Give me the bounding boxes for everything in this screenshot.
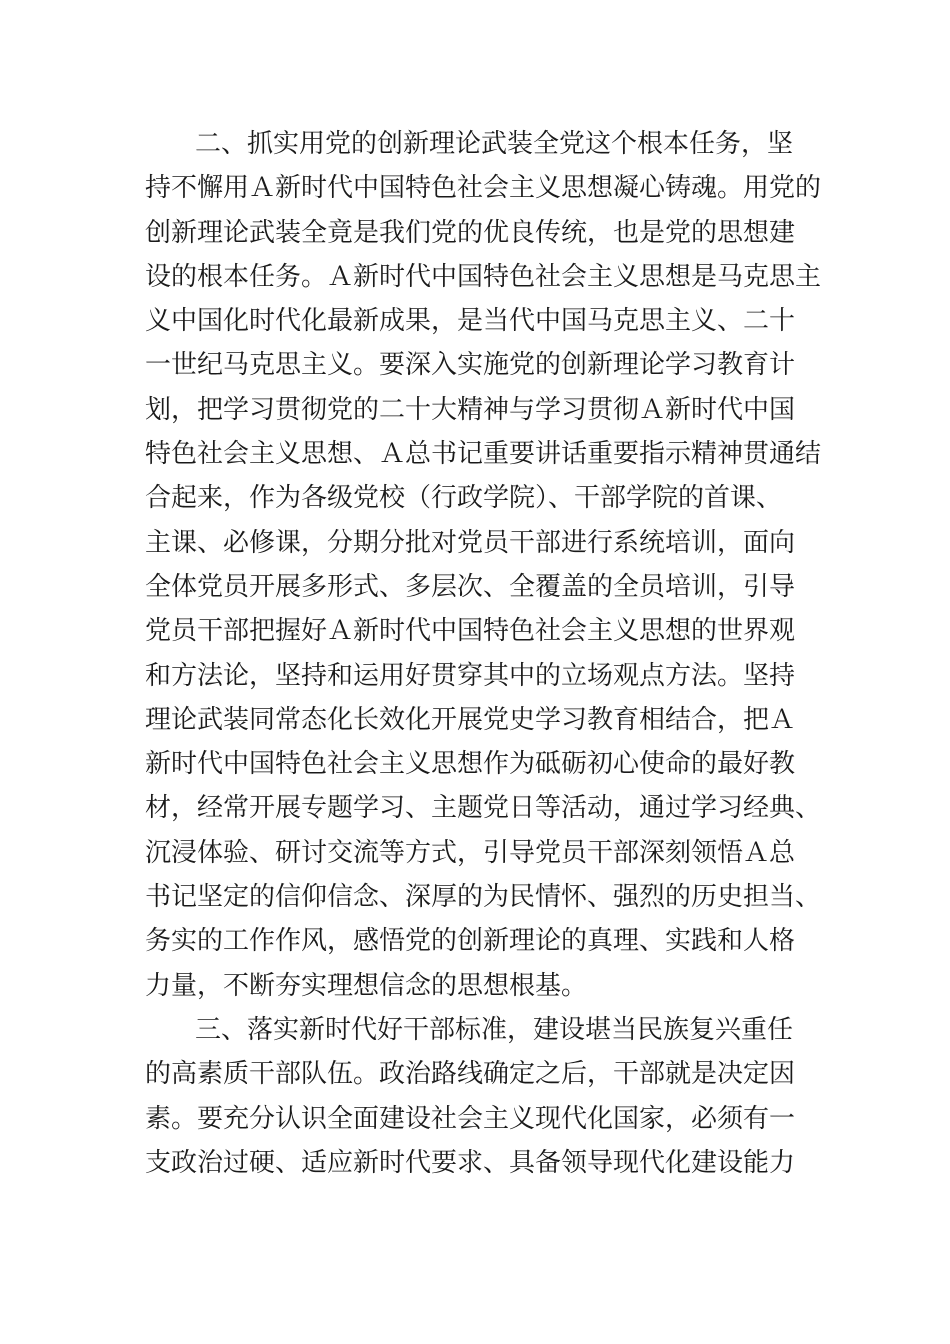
paragraph-two-line: 合起来，作为各级党校（行政学院）、干部学院的首课、	[145, 483, 783, 514]
paragraph-two-line: 一世纪马克思主义。要深入实施党的创新理论学习教育计	[145, 350, 796, 381]
paragraph-three-line: 三、落实新时代好干部标准，建设堪当民族复兴重任	[195, 1014, 794, 1045]
paragraph-two-line: 全体党员开展多形式、多层次、全覆盖的全员培训，引导	[145, 571, 796, 602]
paragraph-two-line: 新时代中国特色社会主义思想作为砥砺初心使命的最好教	[145, 749, 796, 780]
paragraph-two-line: 创新理论武装全竟是我们党的优良传统，也是党的思想建	[145, 217, 796, 248]
paragraph-two-line: 理论武装同常态化长效化开展党史学习教育相结合，把Ａ	[145, 704, 796, 735]
paragraph-two-line: 义中国化时代化最新成果，是当代中国马克思主义、二十	[145, 306, 796, 337]
paragraph-three-line: 素。要充分认识全面建设社会主义现代化国家，必须有一	[145, 1103, 796, 1134]
body-text	[145, 122, 822, 1185]
paragraph-two-line: 沉浸体验、研讨交流等方式，引导党员干部深刻领悟Ａ总	[145, 837, 796, 868]
paragraph-two-line: 力量，不断夯实理想信念的思想根基。	[145, 970, 588, 1001]
paragraph-two-line: 特色社会主义思想、Ａ总书记重要讲话重要指示精神贯通结	[145, 439, 822, 470]
paragraph-two-line: 持不懈用Ａ新时代中国特色社会主义思想凝心铸魂。用党的	[145, 173, 822, 204]
paragraph-two-line: 务实的工作作风，感悟党的创新理论的真理、实践和人格	[145, 926, 796, 957]
paragraph-two-line: 二、抓实用党的创新理论武装全党这个根本任务，坚	[195, 129, 794, 159]
paragraph-three-line: 支政治过硬、适应新时代要求、具备领导现代化建设能力	[145, 1147, 796, 1178]
paragraph-three-line: 的高素质干部队伍。政治路线确定之后，干部就是决定因	[145, 1059, 796, 1090]
paragraph-two-line: 书记坚定的信仰信念、深厚的为民情怀、强烈的历史担当、	[145, 882, 822, 913]
paragraph-two-line: 材，经常开展专题学习、主题党日等活动，通过学习经典、	[145, 793, 822, 824]
paragraph-two-line: 和方法论，坚持和运用好贯穿其中的立场观点方法。坚持	[145, 660, 796, 691]
paragraph-two-line: 党员干部把握好Ａ新时代中国特色社会主义思想的世界观	[145, 616, 796, 647]
paragraph-two-line: 设的根本任务。Ａ新时代中国特色社会主义思想是马克思主	[145, 261, 822, 292]
paragraph-two-line: 主课、必修课，分期分批对党员干部进行系统培训，面向	[145, 527, 796, 558]
paragraph-two-line: 划，把学习贯彻党的二十大精神与学习贯彻Ａ新时代中国	[145, 394, 796, 425]
